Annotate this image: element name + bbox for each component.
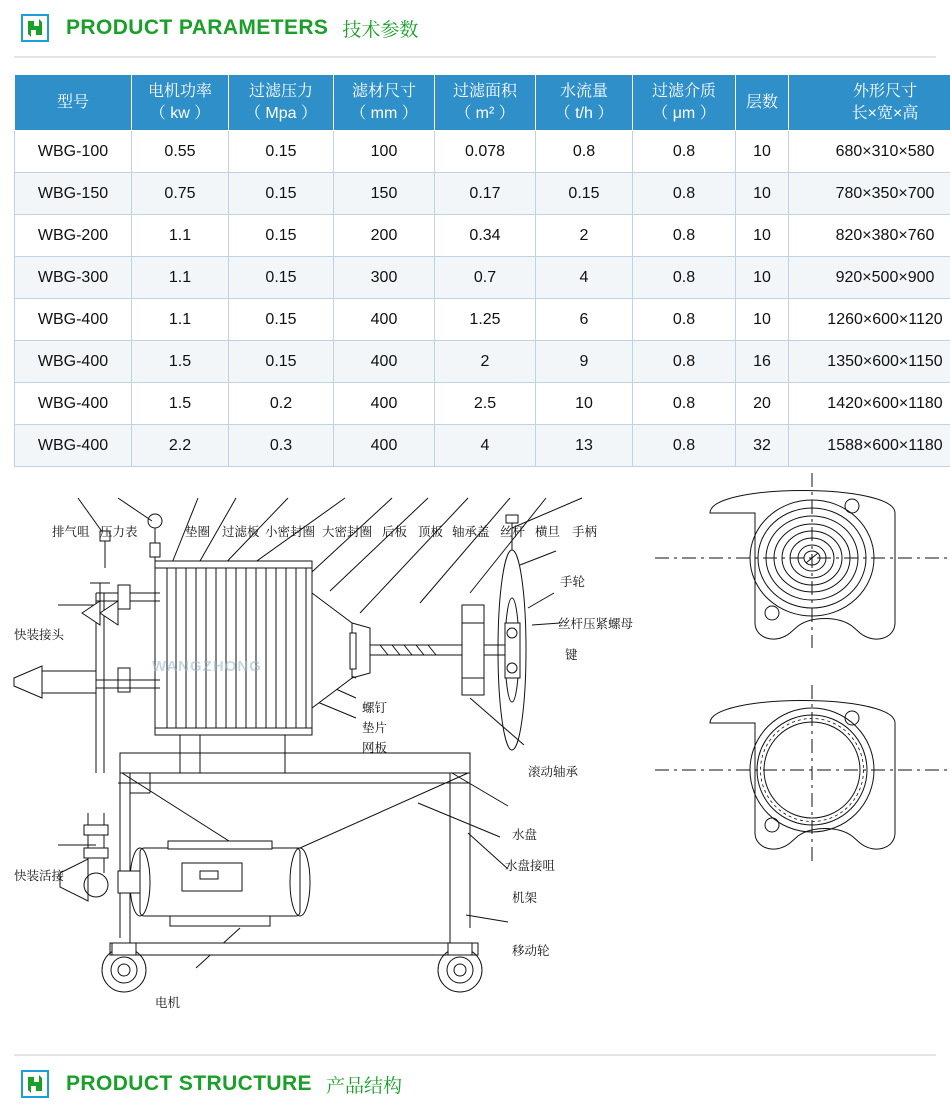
table-cell: 300 <box>334 257 435 299</box>
table-cell: 400 <box>334 341 435 383</box>
product-parameters-header <box>0 0 950 56</box>
table-cell: 2.2 <box>132 425 229 467</box>
table-cell: 1588×600×1180 <box>789 425 950 467</box>
col-header-line1: 外形尺寸 <box>852 83 917 100</box>
table-col-header-2 <box>229 75 334 131</box>
product-structure-diagram <box>0 473 950 1018</box>
diagram-callout-yidonglun: 移动轮 <box>512 944 550 958</box>
diagram-callout-guolüban: 过滤板 <box>222 525 260 539</box>
table-cell: 2.5 <box>435 383 536 425</box>
table-cell: 2 <box>435 341 536 383</box>
diagram-callout-shoubing: 手柄 <box>572 525 598 539</box>
col-header-line1: 层数 <box>745 93 778 111</box>
table-cell: WBG-400 <box>15 341 132 383</box>
table-cell: 20 <box>736 383 789 425</box>
logo-arrow-icon <box>26 18 44 38</box>
table-cell: 1350×600×1150 <box>789 341 950 383</box>
table-col-header-8 <box>789 75 950 131</box>
col-header-line1: 过滤面积 <box>452 83 517 100</box>
table-row <box>15 173 950 215</box>
table-cell: 1.1 <box>132 257 229 299</box>
table-cell: 0.15 <box>229 215 334 257</box>
diagram-callout-hengdan: 横旦 <box>535 525 561 539</box>
table-cell: 100 <box>334 131 435 173</box>
col-header-line2: （ kw ） <box>149 104 211 122</box>
table-cell: 0.078 <box>435 131 536 173</box>
table-cell: 150 <box>334 173 435 215</box>
col-header-line2: 长×宽×高 <box>851 104 919 122</box>
diagram-callout-sigan: 丝杆 <box>500 525 526 539</box>
diagram-callout-dianji: 电机 <box>155 996 181 1010</box>
page-title-en: PRODUCT PARAMETERS <box>66 16 329 39</box>
table-cell: 0.15 <box>229 299 334 341</box>
table-cell: 0.15 <box>229 341 334 383</box>
diagram-callout-damifengquan: 大密封圈 <box>322 525 373 539</box>
table-col-header-5 <box>536 75 633 131</box>
table-cell: 0.34 <box>435 215 536 257</box>
table-cell: 0.15 <box>536 173 633 215</box>
diagram-callout-gundongzhoucheng: 滚动轴承 <box>528 765 579 779</box>
table-cell: 0.75 <box>132 173 229 215</box>
table-cell: 10 <box>736 299 789 341</box>
diagram-callout-yaliqiao: 压力表 <box>100 525 138 539</box>
diagram-callout-luoding: 螺钉 <box>362 701 388 715</box>
table-cell: 10 <box>736 173 789 215</box>
table-cell: 1.5 <box>132 341 229 383</box>
table-cell: 0.8 <box>633 173 736 215</box>
table-cell: WBG-150 <box>15 173 132 215</box>
table-cell: 820×380×760 <box>789 215 950 257</box>
table-cell: 780×350×700 <box>789 173 950 215</box>
table-cell: WBG-400 <box>15 425 132 467</box>
footer-title-cn: 产品结构 <box>325 1075 402 1097</box>
table-cell: 0.8 <box>633 341 736 383</box>
table-cell: 920×500×900 <box>789 257 950 299</box>
diagram-callout-houban: 后板 <box>382 525 408 539</box>
table-cell: 0.15 <box>229 173 334 215</box>
table-cell: WBG-300 <box>15 257 132 299</box>
table-row <box>15 383 950 425</box>
table-cell: 10 <box>736 131 789 173</box>
table-cell: 4 <box>435 425 536 467</box>
diagram-callout-kuaizhuanghuojie: 快装活接 <box>14 869 65 883</box>
table-row <box>15 257 950 299</box>
table-cell: 10 <box>736 257 789 299</box>
table-cell: 0.8 <box>536 131 633 173</box>
table-cell: 10 <box>536 383 633 425</box>
company-logo-icon-footer <box>18 1067 52 1101</box>
table-col-header-0 <box>15 75 132 131</box>
diagram-callout-dingban: 顶板 <box>418 525 444 539</box>
watermark: WANGZHONG <box>152 658 262 675</box>
diagram-callout-dianpian: 垫片 <box>362 721 388 735</box>
diagram-callout-shuipanjiezui: 水盘接咀 <box>505 859 556 873</box>
table-cell: 0.8 <box>633 257 736 299</box>
diagram-callout-wangban: 网板 <box>362 741 388 755</box>
table-cell: 0.8 <box>633 425 736 467</box>
table-cell: 1.5 <box>132 383 229 425</box>
table-cell: 1.1 <box>132 299 229 341</box>
table-cell: 1260×600×1120 <box>789 299 950 341</box>
col-header-line1: 电机功率 <box>147 83 212 100</box>
product-structure-footer <box>0 1054 950 1112</box>
table-cell: 0.8 <box>633 215 736 257</box>
table-header-row <box>15 75 950 131</box>
table-cell: 4 <box>536 257 633 299</box>
col-header-line1: 型号 <box>56 93 89 111</box>
diagram-callout-jian: 键 <box>565 648 578 662</box>
table-cell: 200 <box>334 215 435 257</box>
col-header-line1: 滤材尺寸 <box>351 83 416 100</box>
company-logo-icon <box>18 11 52 45</box>
table-cell: 10 <box>736 215 789 257</box>
table-cell: WBG-400 <box>15 383 132 425</box>
table-cell: 13 <box>536 425 633 467</box>
parameters-table-wrap <box>0 58 950 467</box>
table-cell: 0.8 <box>633 299 736 341</box>
col-header-line1: 过滤压力 <box>248 83 313 100</box>
diagram-callout-siganyajinluomu: 丝杆压紧螺母 <box>558 617 634 631</box>
table-cell: 2 <box>536 215 633 257</box>
table-cell: 32 <box>736 425 789 467</box>
table-cell: 16 <box>736 341 789 383</box>
table-cell: 6 <box>536 299 633 341</box>
diagram-drawing <box>0 473 950 1018</box>
table-cell: WBG-200 <box>15 215 132 257</box>
table-col-header-4 <box>435 75 536 131</box>
table-cell: 400 <box>334 299 435 341</box>
diagram-callout-jijia: 机架 <box>512 891 538 905</box>
table-cell: 1.1 <box>132 215 229 257</box>
diagram-callout-shoulun: 手轮 <box>560 575 586 589</box>
diagram-callout-kuaizhuangjietou: 快装接头 <box>14 628 65 642</box>
table-cell: 400 <box>334 383 435 425</box>
parameters-table <box>14 74 950 467</box>
table-cell: 0.8 <box>633 131 736 173</box>
col-header-line1: 水流量 <box>559 83 608 100</box>
col-header-line1: 过滤介质 <box>651 83 716 100</box>
table-cell: 0.3 <box>229 425 334 467</box>
table-cell: 1420×600×1180 <box>789 383 950 425</box>
table-row <box>15 215 950 257</box>
table-cell: 0.8 <box>633 383 736 425</box>
table-cell: 680×310×580 <box>789 131 950 173</box>
table-cell: 400 <box>334 425 435 467</box>
col-header-line2: （ Mpa ） <box>244 104 318 122</box>
col-header-line2: （ μm ） <box>652 104 716 122</box>
footer-header <box>0 1056 950 1112</box>
table-col-header-7 <box>736 75 789 131</box>
table-cell: 1.25 <box>435 299 536 341</box>
table-cell: 0.55 <box>132 131 229 173</box>
table-cell: WBG-100 <box>15 131 132 173</box>
table-cell: 9 <box>536 341 633 383</box>
page-title-cn: 技术参数 <box>342 19 419 41</box>
diagram-callout-xiaomifengquan: 小密封圈 <box>265 525 316 539</box>
diagram-callout-dianquan: 垫圈 <box>185 525 211 539</box>
diagram-callout-zhouchenggai: 轴承盖 <box>452 525 490 539</box>
table-col-header-3 <box>334 75 435 131</box>
table-cell: 0.15 <box>229 131 334 173</box>
col-header-line2: （ t/h ） <box>554 104 614 122</box>
footer-title-en: PRODUCT STRUCTURE <box>66 1072 312 1095</box>
table-col-header-6 <box>633 75 736 131</box>
table-row <box>15 425 950 467</box>
table-cell: 0.7 <box>435 257 536 299</box>
diagram-callout-shuipan: 水盘 <box>512 828 538 842</box>
col-header-line2: （ m² ） <box>455 104 515 122</box>
table-cell: 0.2 <box>229 383 334 425</box>
table-cell: 0.17 <box>435 173 536 215</box>
table-row <box>15 341 950 383</box>
table-cell: WBG-400 <box>15 299 132 341</box>
diagram-callout-paiqizui: 排气咀 <box>52 525 90 539</box>
table-row <box>15 299 950 341</box>
logo-arrow-icon-footer <box>26 1074 44 1094</box>
col-header-line2: （ mm ） <box>350 104 418 122</box>
table-col-header-1 <box>132 75 229 131</box>
table-cell: 0.15 <box>229 257 334 299</box>
table-row <box>15 131 950 173</box>
